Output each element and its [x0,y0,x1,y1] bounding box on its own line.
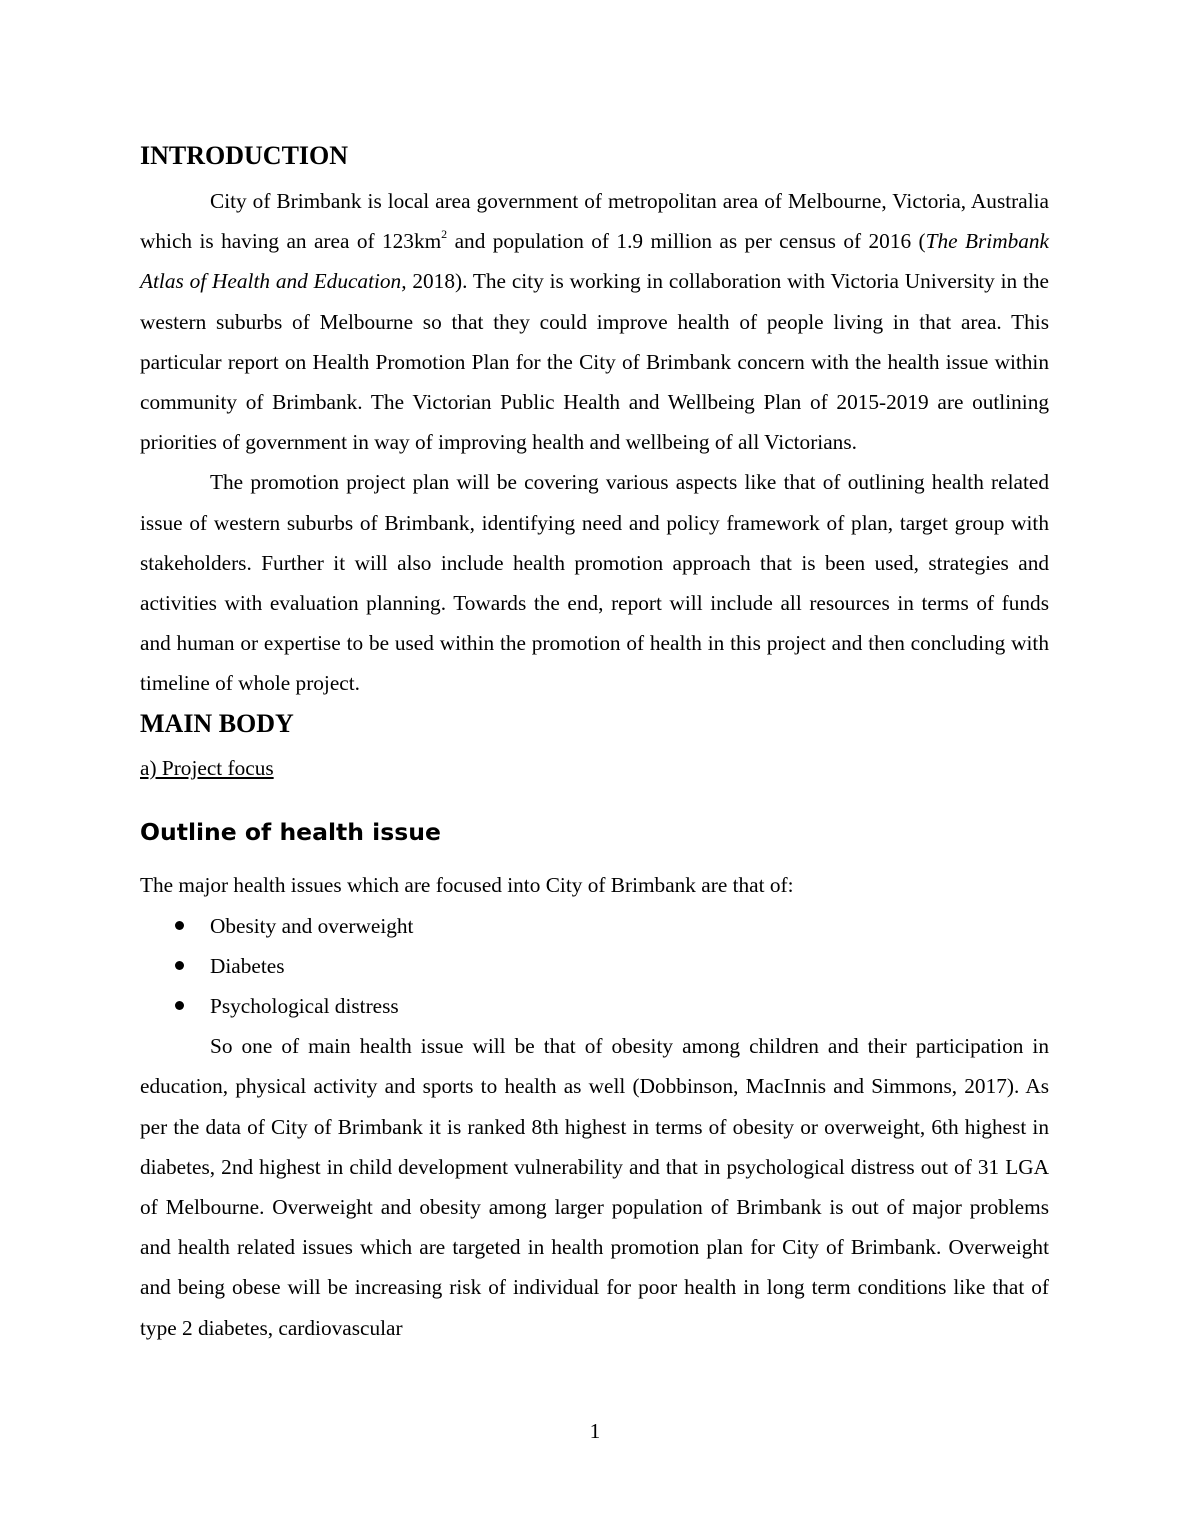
list-item-label: Diabetes [210,953,285,978]
document-page [140,140,1049,1348]
health-issues-list [140,906,1049,1027]
intro-paragraph-1 [140,181,1049,462]
citation-title: The Brimbank Atlas of Health and Education, [140,229,1049,294]
obesity-paragraph: So one of main health issue will be that of obesity among children and their participation in education, physical activity and sports to health as well (Dobbinson, MacInnis and Simmons, 2017). As per the data of City of Brimbank it is ranked 8th highest in terms of obesity or overweight, 6th highest in diabetes, 2nd highest in child development vulnerability and that in psychological distress out of 31 LGA of Melbourne. Overweight and obesity among larger population of Brimbank is out of major problems and health related issues which are targeted in health promotion plan for City of Brimbank. Overweight and being obese will be increasing risk of individual for poor health in long term conditions like that of type 2 diabetes, cardiovascular [140,1034,1049,1340]
intro-p1-text-c: 2018). The city is working in collaboration with Victoria University in the western suburbs of Melbourne so that they could improve health of people living in that area. This particular report on Health Promotion Plan for the City of Brimbank concern with the health issue within community of Brimbank. The Victorian Public Health and Wellbeing Plan of 2015-2019 are outlining priorities of government in way of improving health and wellbeing of all Victorians. [140,269,1049,455]
intro-p1-text-a: City of Brimbank is local area government of metropolitan area of Melbourne, Victoria, Australia which is having an area of 123km [140,189,1049,254]
list-item [140,986,1049,1026]
intro-paragraph-2: The promotion project plan will be covering various aspects like that of outlining health related issue of western suburbs of Brimbank, identifying need and policy framework of plan, target group with stakeholders. Further it will also include health promotion approach that is been used, strategies and activities with evaluation planning. Towards the end, report will include all resources in terms of funds and human or expertise to be used within the promotion of health in this project and then concluding with timeline of whole project. [140,470,1049,696]
bullet-icon [175,921,184,930]
superscript-two: 2 [441,227,448,242]
bullet-icon [175,961,184,970]
list-item [140,946,1049,986]
project-focus-subheading: a) Project focus [140,755,274,780]
outline-heading: Outline of health issue [140,817,441,846]
list-item [140,906,1049,946]
page-number: 1 [589,1419,601,1443]
main-body-heading: MAIN BODY [140,708,294,738]
intro-p1-text-b: and population of 1.9 million as per census of 2016 ( [447,229,926,254]
health-issues-lead: The major health issues which are focused into City of Brimbank are that of: [140,872,794,897]
list-item-label: Obesity and overweight [210,913,414,938]
bullet-icon [175,1001,184,1010]
introduction-heading: INTRODUCTION [140,141,349,170]
list-item-label: Psychological distress [210,994,399,1019]
